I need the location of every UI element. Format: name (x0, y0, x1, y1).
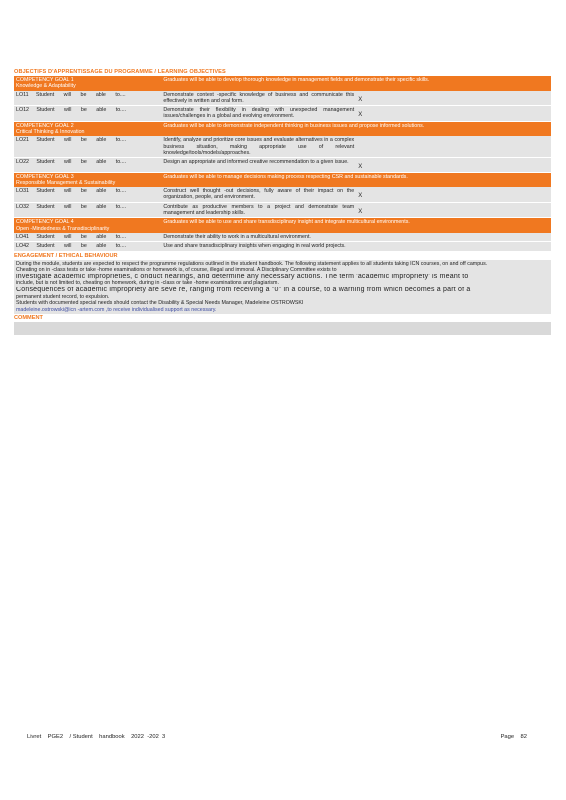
competency-description: Graduates will be able to use and share transdisciplinary insight and integrate multicultural environments. (161, 218, 551, 233)
competency-name: Responsible Management & Sustainability (16, 179, 116, 186)
engagement-line: Consequences of academic impropriety are seve re, ranging from receiving a "0" in a course, to a warning from which becomes a part of a (16, 286, 471, 293)
objective-mark: X (356, 187, 551, 202)
objective-student: Student will be able to.... (36, 159, 127, 166)
competency-cell (14, 172, 161, 187)
spacer (29, 92, 36, 98)
objective-text: Construct well thought -out decisions, fully aware of their impact on the organization, people, and environment. (163, 188, 355, 201)
objective-text: Demonstrate their ability to work in a multicultural environment. (161, 233, 356, 242)
objective-label-cell (14, 91, 161, 106)
objective-student: Student will be able to.... (36, 243, 127, 250)
competency-label: COMPETENCY GOAL 2 (16, 122, 74, 129)
objectives-table (14, 76, 551, 252)
footer-handbook-label: Livret PGE2 / Student handbook 2022 -202 3 (27, 734, 166, 740)
competency-cell (14, 76, 161, 91)
objective-label-cell (14, 202, 161, 218)
objective-code: LO41 (16, 233, 29, 240)
engagement-line: permanent student record, to expulsion. (16, 293, 110, 300)
competency-name: Open -Mindedness & Transdisciplinarity (16, 225, 110, 232)
competency-label: COMPETENCY GOAL 3 (16, 173, 74, 180)
objective-label-cell (14, 242, 161, 251)
objective-row (14, 187, 551, 202)
engagement-body (14, 260, 551, 315)
competency-description: Graduates will be able to develop thorough knowledge in management fields and demonstrate their specific skills. (161, 76, 551, 91)
objective-code: LO42 (16, 243, 29, 250)
objective-row (14, 202, 551, 218)
objective-student: Student will be able to.... (36, 137, 127, 144)
competency-row (14, 121, 551, 136)
objective-mark: X (356, 202, 551, 218)
competency-label: COMPETENCY GOAL 1 (16, 77, 74, 83)
competency-cell (14, 121, 161, 136)
engagement-line: include, but is not limited to, cheating on homework, during in -class or take -home examinations and plagiarism. (16, 280, 279, 287)
engagement-line: Students with documented special needs should contact the Disability & Special Needs Manager, Madeleine OSTROWSKI (16, 300, 304, 307)
objective-label-cell (14, 158, 161, 172)
objective-text: Use and share transdisciplinary insights when engaging in real world projects. (161, 242, 356, 251)
section-title: OBJECTIFS D'APPRENTISSAGE DU PROGRAMME / LEARNING OBJECTIVES (14, 69, 226, 75)
objective-row (14, 91, 551, 106)
objective-student: Student will be able to.... (36, 107, 127, 114)
objective-row (14, 233, 551, 242)
comment-title: COMMENT (14, 315, 43, 322)
competency-row (14, 218, 551, 233)
objective-label-cell (14, 233, 161, 242)
objective-code: LO21 (16, 137, 29, 144)
engagement-line: During the module, students are expected to respect the programme regulations outlined in the student handbook. The following statement applies to all students taking ICN courses, on and off campus. (16, 260, 488, 267)
engagement-line: investigate academic improprieties, c onduct hearings, and determine any necessary actions. The term 'academic impropriety' is meant to (16, 273, 469, 280)
objective-text: Design an appropriate and informed creative recommendation to a given issue. (161, 158, 356, 172)
objective-row (14, 158, 551, 172)
objective-text: Contribute as productive members to a project and demonstrate team management and leadership skills. (163, 203, 355, 217)
objective-student: Student will be able to.... (36, 233, 127, 240)
competency-label: COMPETENCY GOAL 4 (16, 219, 74, 226)
objective-mark: X (356, 106, 551, 122)
objective-code: LO12 (16, 107, 29, 114)
objective-student: Student will be able to.... (36, 203, 127, 210)
objective-mark: X (356, 91, 551, 106)
objective-row (14, 106, 551, 122)
objective-text: Demonstrate context -specific knowledge of business and communicate this effectively in written and oral form. (163, 91, 355, 104)
objective-label-cell (14, 136, 161, 157)
competency-cell (14, 218, 161, 233)
objective-text: Identify, analyze and prioritize core issues and evaluate alternatives in a complex business situation, making appropriate use of relevant knowledge/tools/models/approaches. (163, 137, 355, 156)
competency-row (14, 76, 551, 91)
objective-code: LO32 (16, 203, 29, 210)
objective-mark (356, 233, 551, 242)
engagement-title: ENGAGEMENT / ETHICAL BEHAVIOUR (14, 252, 118, 259)
objective-text: Demonstrate their flexibility in dealing with unexpected management issues/challenges in a global and evolving environment. (163, 107, 355, 120)
objective-row (14, 136, 551, 157)
objective-mark (356, 136, 551, 157)
objective-code: LO11 (16, 91, 29, 98)
footer-page-number: Page 82 (500, 734, 527, 740)
objective-student: Student will be able to.... (35, 91, 126, 98)
engagement-line: Cheating on in -class tests or take -home examinations or homework is, of course, illegal and immoral. A Disciplinary Committee exists to (16, 267, 337, 274)
objective-mark: X (356, 158, 551, 172)
competency-row (14, 172, 551, 187)
contact-email-link[interactable]: madeleine.ostrowski@icn -artem.com ,to receive individualised support as necessary. (16, 306, 217, 313)
comment-box (14, 322, 551, 335)
competency-name: Knowledge & Adaptability (16, 83, 76, 90)
objective-label-cell (14, 187, 161, 202)
objective-student: Student will be able to.... (36, 188, 127, 195)
competency-description: Graduates will be able to manage decisions making process respecting CSR and sustainable standards. (161, 172, 551, 187)
objective-code: LO22 (16, 159, 29, 166)
competency-description: Graduates will be able to demonstrate independent thinking in business issues and propose informed solutions. (161, 121, 551, 136)
competency-name: Critical Thinking & Innovation (16, 129, 85, 136)
objective-code: LO31 (16, 188, 29, 195)
objective-label-cell (14, 106, 161, 122)
objective-row (14, 242, 551, 251)
learning-objectives-page (14, 68, 551, 335)
objective-mark (356, 242, 551, 251)
